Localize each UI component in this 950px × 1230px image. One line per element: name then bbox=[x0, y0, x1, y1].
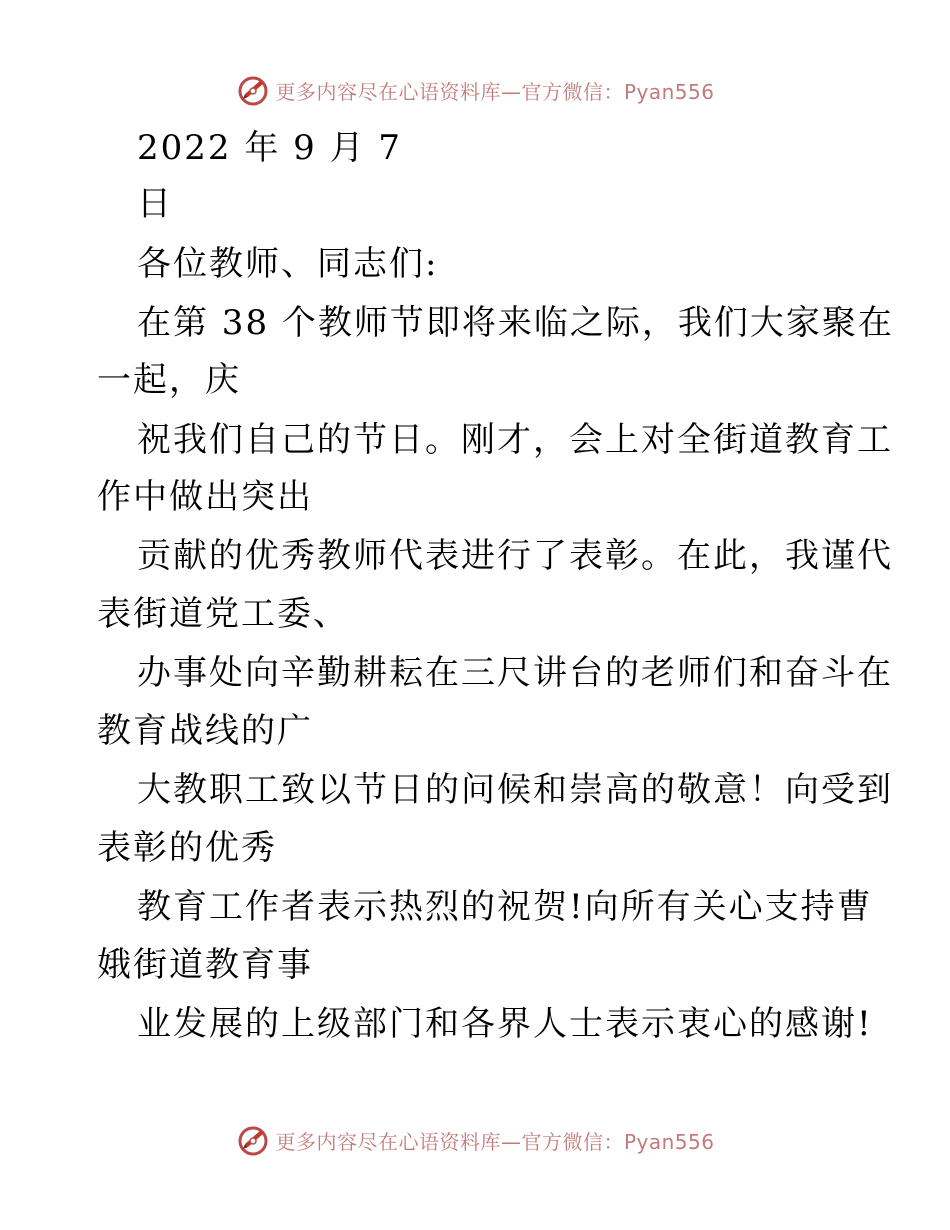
body-line: 作中做出突出 bbox=[97, 477, 313, 517]
body-line: 教育战线的广 bbox=[97, 711, 313, 751]
pen-circle-logo-icon bbox=[235, 1122, 271, 1158]
body-line: 大教职工致以节日的问候和崇高的敬意！向受到 bbox=[137, 770, 893, 810]
watermark-text: 更多内容尽在心语资料库—官方微信：Pyan556 bbox=[275, 1129, 715, 1154]
body-line: 教育工作者表示热烈的祝贺!向所有关心支持曹 bbox=[137, 887, 873, 927]
body-line: 办事处向辛勤耕耘在三尺讲台的老师们和奋斗在 bbox=[137, 653, 893, 693]
body-line: 业发展的上级部门和各界人士表示衷心的感谢! bbox=[137, 1004, 873, 1044]
body-line: 一起，庆 bbox=[97, 360, 241, 400]
body-line: 祝我们自己的节日。刚才，会上对全街道教育工 bbox=[137, 420, 893, 460]
watermark-text: 更多内容尽在心语资料库—官方微信：Pyan556 bbox=[275, 79, 715, 104]
body-line: 贡献的优秀教师代表进行了表彰。在此，我谨代 bbox=[137, 536, 893, 576]
footer-watermark-banner bbox=[0, 1120, 950, 1160]
body-line: 表彰的优秀 bbox=[97, 828, 277, 868]
body-line: 在第 38 个教师节即将来临之际，我们大家聚在 bbox=[137, 303, 894, 343]
body-line: 日 bbox=[137, 184, 173, 224]
body-line: 2022 年 9 月 7 bbox=[137, 128, 403, 168]
body-line: 娥街道教育事 bbox=[97, 945, 313, 985]
body-line: 表街道党工委、 bbox=[97, 594, 349, 634]
body-line: 各位教师、同志们: bbox=[137, 244, 439, 284]
